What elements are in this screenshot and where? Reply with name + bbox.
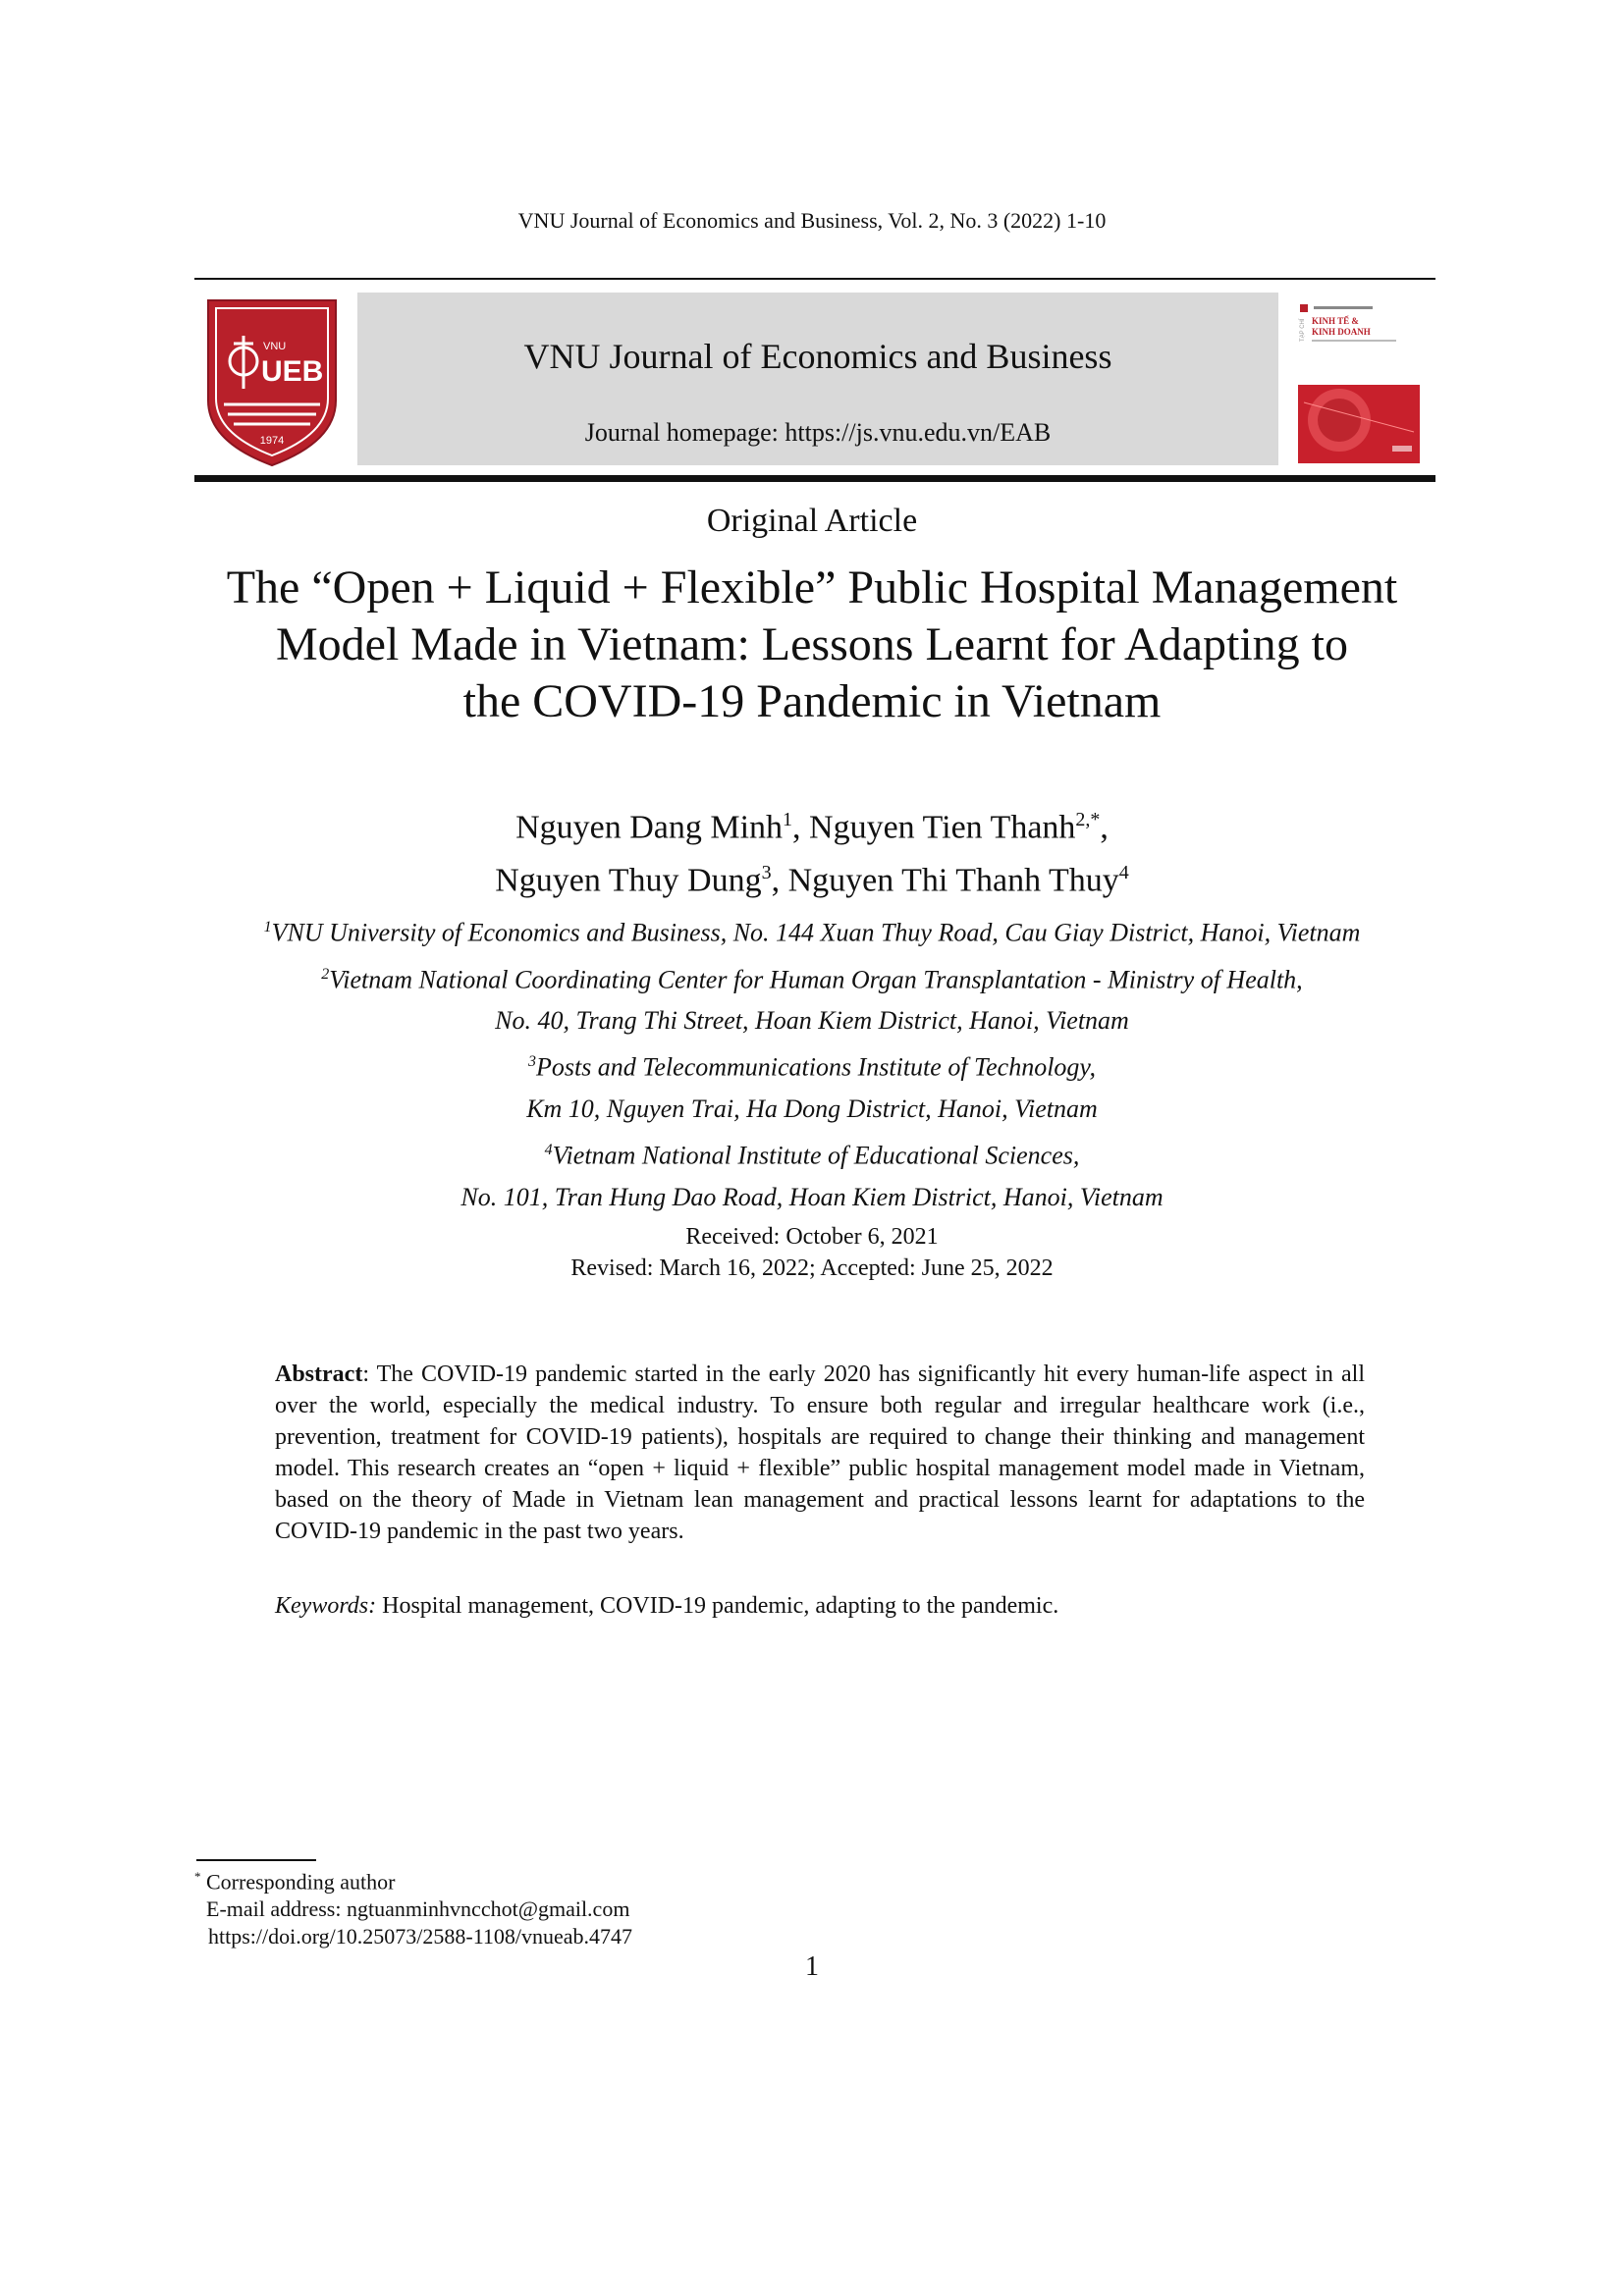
footnote-corresponding	[194, 1863, 632, 1896]
author-sep: ,	[792, 809, 810, 846]
affiliation-text: Vietnam National Coordinating Center for Human Organ Transplantation - Ministry of Health,	[329, 965, 1303, 994]
author-sup: 1	[783, 809, 793, 830]
author-line	[0, 850, 1624, 903]
author-name: Nguyen Thi Thanh Thuy	[787, 862, 1119, 899]
affiliation-line	[0, 1089, 1624, 1130]
logo-year-text: 1974	[259, 435, 285, 447]
affiliation-sup: 3	[527, 1053, 536, 1071]
logo-vnu-text: VNU	[263, 341, 287, 352]
footnote-corresponding-text: Corresponding author	[200, 1869, 396, 1895]
affiliation-text: Km 10, Nguyen Trai, Ha Dong District, Hanoi, Vietnam	[526, 1094, 1098, 1123]
running-head: VNU Journal of Economics and Business, Vol. 2, No. 3 (2022) 1-10	[517, 208, 1107, 233]
cover-side-text: TẠP CHÍ	[1300, 318, 1306, 342]
page-number: 1	[805, 1951, 819, 1982]
author-sep: ,	[1100, 809, 1109, 846]
article-title	[0, 560, 1624, 730]
title-line: the COVID-19 Pandemic in Vietnam	[462, 675, 1162, 727]
author-sep: ,	[771, 862, 788, 899]
author-line	[0, 797, 1624, 850]
affiliation-sup: 4	[544, 1141, 553, 1158]
affiliation-sup: 1	[263, 919, 272, 935]
keywords	[275, 1590, 1365, 1622]
author-name: Nguyen Dang Minh	[515, 809, 784, 846]
header-rule-bottom	[194, 475, 1435, 482]
affiliation-text: Vietnam National Institute of Educational Sciences,	[552, 1141, 1080, 1170]
affiliation-list	[0, 907, 1624, 1218]
abstract-label: Abstract	[275, 1362, 363, 1387]
affiliation-sup: 2	[321, 965, 330, 983]
revised-accepted-date: Revised: March 16, 2022; Accepted: June 25, 2022	[570, 1255, 1054, 1281]
affiliation-line	[0, 1000, 1624, 1041]
affiliation-line	[0, 1130, 1624, 1177]
article-type: Original Article	[706, 503, 918, 539]
keywords-text: Hospital management, COVID-19 pandemic, adapting to the pandemic.	[376, 1593, 1059, 1619]
author-list	[0, 797, 1624, 904]
affiliation-text: VNU University of Economics and Business, No. 144 Xuan Thuy Road, Cau Giay District, Hanoi, Vietnam	[271, 918, 1361, 947]
affiliation-text: Posts and Telecommunications Institute of Technology,	[535, 1052, 1097, 1082]
affiliation-line	[0, 1177, 1624, 1218]
footnote-rule	[196, 1859, 316, 1861]
affiliation-line	[0, 954, 1624, 1001]
title-line: Model Made in Vietnam: Lessons Learnt for Adapting to	[275, 618, 1349, 670]
title-line: The “Open + Liquid + Flexible” Public Hospital Management	[226, 561, 1398, 614]
footnote	[194, 1863, 632, 1950]
affiliation-line	[0, 907, 1624, 954]
footnote-email: E-mail address: ngtuanminhvncchot@gmail.com	[206, 1896, 630, 1922]
affiliation-text: No. 101, Tran Hung Dao Road, Hoan Kiem District, Hanoi, Vietnam	[460, 1182, 1164, 1211]
affiliation-line	[0, 1041, 1624, 1089]
author-sup: 4	[1118, 862, 1129, 884]
keywords-label: Keywords:	[275, 1593, 377, 1619]
journal-homepage: Journal homepage: https://js.vnu.edu.vn/EAB	[584, 418, 1052, 447]
author-name: Nguyen Tien Thanh	[809, 809, 1076, 846]
author-sup: 2,*	[1075, 809, 1101, 830]
received-date: Received: October 6, 2021	[685, 1224, 939, 1250]
journal-banner	[357, 293, 1278, 465]
header-rule-top	[194, 278, 1435, 280]
cover-title-line2: KINH DOANH	[1312, 327, 1371, 337]
footnote-marker: *	[194, 1869, 201, 1884]
journal-name: VNU Journal of Economics and Business	[523, 337, 1112, 376]
journal-cover-thumbnail	[1298, 294, 1420, 463]
abstract-text: : The COVID-19 pandemic started in the early 2020 has significantly hit every human-life aspect in all over the world, especially the medical industry. To ensure both regular and irregular healthcare work (i.e., prevention, treatment for COVID-19 patients), hospitals are required to change their thinking and management model. This research creates an “open + liquid + flexible” public hospital management model made in Vietnam, based on the theory of Made in Vietnam lean management and practical lessons learnt for adaptations to the COVID-19 pandemic in the past two years.	[275, 1362, 1365, 1544]
ueb-logo	[204, 294, 340, 469]
author-sup: 3	[761, 862, 772, 884]
article-dates	[0, 1221, 1624, 1284]
affiliation-text: No. 40, Trang Thi Street, Hoan Kiem District, Hanoi, Vietnam	[495, 1006, 1129, 1036]
author-name: Nguyen Thuy Dung	[495, 862, 762, 899]
cover-title-line1: KINH TẾ &	[1312, 316, 1359, 326]
logo-ueb-text: UEB	[261, 355, 324, 388]
footnote-doi[interactable]: https://doi.org/10.25073/2588-1108/vnueab.4747	[208, 1924, 633, 1949]
abstract	[275, 1359, 1365, 1547]
